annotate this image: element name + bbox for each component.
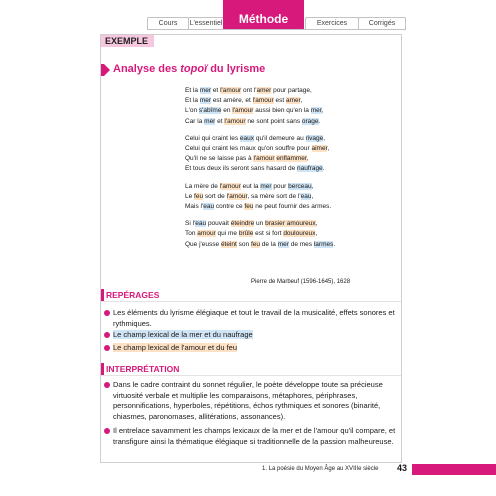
bullet-icon: [104, 332, 110, 338]
verse-line: L'on s'abîme en l'amour aussi bien qu'en la mer,: [185, 107, 324, 115]
interpretation-text-2: Il entrelace savamment les champs lexicaux de la mer et de l'amour qu'il compare, et transfigure ainsi la thématique élégiaque si traditionnelle de la passion malheureuse.: [113, 426, 396, 446]
section-rule: [101, 301, 401, 302]
example-title: [113, 63, 265, 75]
verse-line: Le feu sort de l'amour, sa mère sort de l'eau,: [185, 192, 314, 200]
tabs-divider: [147, 29, 405, 30]
interpretation-label: INTERPRÉTATION: [106, 364, 180, 374]
interpretation-item-1: [113, 380, 397, 422]
verse-line: Ton amour qui me brûle est si fort douloureux,: [185, 230, 318, 238]
tab-essentiel[interactable]: L'essentiel: [188, 17, 224, 30]
stanza: [185, 219, 400, 250]
verse-line: Mais l'eau contre ce feu ne peut fournir des armes.: [185, 203, 332, 211]
tab-methode[interactable]: Méthode: [223, 0, 304, 30]
stanza: [185, 86, 400, 127]
verse-line: La mère de l'amour eut la mer pour berceau,: [185, 182, 314, 190]
tab-cours[interactable]: Cours: [147, 17, 189, 30]
bullet-icon: [104, 345, 110, 351]
verse-line: Si l'eau pouvait éteindre un brasier amoureux,: [185, 220, 318, 228]
reperage-text-3: Le champ lexical de l'amour et du feu: [113, 343, 238, 352]
page-number: 43: [397, 463, 408, 473]
stanza: [185, 182, 400, 213]
reperages-label: REPÉRAGES: [106, 290, 160, 300]
reperage-item-2: [113, 330, 397, 341]
verse-line: Et la mer et l'amour ont l'amer pour partage,: [185, 87, 312, 94]
bullet-icon: [104, 310, 110, 316]
example-frame: [100, 34, 402, 463]
verse-line: Que j'eusse éteint son feu de la mer de mes larmes.: [185, 240, 336, 248]
tab-corriges[interactable]: Corrigés: [358, 17, 406, 30]
reperage-text-2: Le champ lexical de la mer et du naufrage: [113, 330, 253, 339]
chapter-tabs: [0, 0, 496, 32]
tab-exercices[interactable]: Exercices: [305, 17, 359, 30]
reperage-item-3: [113, 343, 397, 354]
verse-line: Et la mer est amère, et l'amour est amer,: [185, 97, 303, 105]
bullet-icon: [104, 382, 110, 388]
example-label: EXEMPLE: [101, 35, 154, 47]
verse-line: Qu'il ne se laisse pas à l'amour enflammer,: [185, 155, 309, 163]
reperage-item-1: [113, 308, 397, 329]
footer-accent-bar: [412, 464, 496, 475]
example-title-text: Analyse des topoï du lyrisme: [113, 63, 266, 75]
interpretation-text-1: Dans le cadre contraint du sonnet régulier, le poète développe toute sa précieuse virtuosité verbale et multiplie les comparaisons, métaphores, périphrases, personnifications, hyperboles, répétitions, échos rythmiques et sonores (binarité, chiasmes, paronomases, allitérations, assonances).: [113, 380, 383, 421]
verse-line: Car la mer et l'amour ne sont point sans orage.: [185, 117, 321, 125]
stanza: [185, 134, 400, 175]
poem-author: Pierre de Marbeuf (1596-1645), 1628: [251, 279, 351, 285]
verse-line: Celui qui craint les maux qu'on souffre pour aimer,: [185, 145, 330, 153]
reperage-text-1: Les éléments du lyrisme élégiaque et tout le travail de la musicalité, effets sonores et rythmiques.: [113, 308, 395, 328]
interpretation-heading: [101, 363, 401, 376]
verse-line: Et tous deux ils seront sans hasard de naufrage.: [185, 165, 325, 173]
bullet-icon: [104, 428, 110, 434]
footer-chapter: 1. La poésie du Moyen Âge au XVIIIe siècle: [262, 466, 379, 472]
verse-line: Celui qui craint les eaux qu'il demeure au rivage,: [185, 134, 326, 142]
poem: [185, 86, 400, 257]
section-rule: [101, 375, 401, 376]
interpretation-item-2: [113, 426, 397, 447]
reperages-heading: [101, 289, 401, 302]
arrow-icon: [104, 64, 110, 76]
